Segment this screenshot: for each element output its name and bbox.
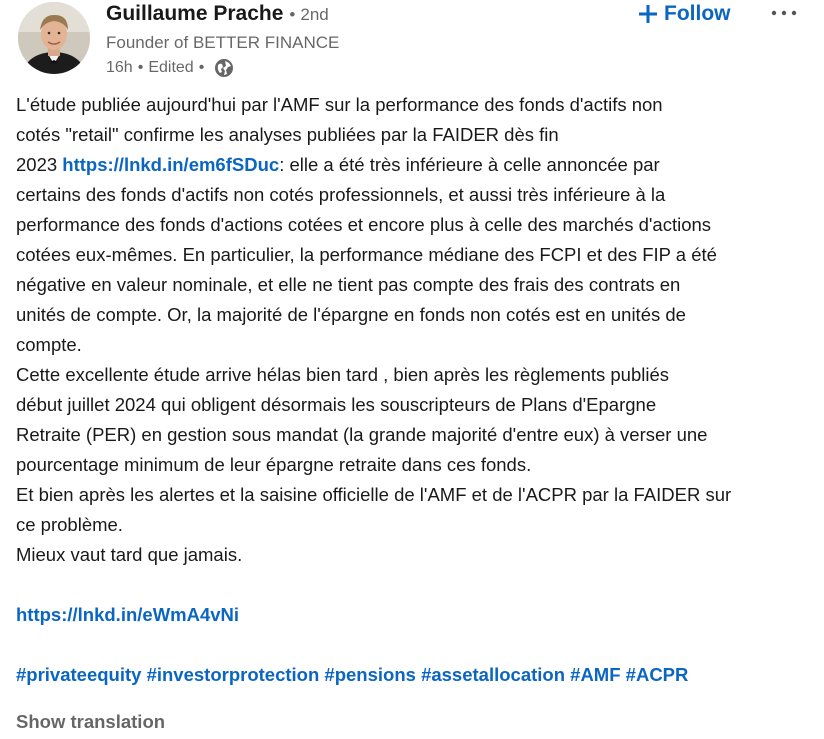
degree-separator: • <box>289 5 296 24</box>
author-name-row <box>106 2 339 30</box>
hashtag-link[interactable]: #AMF <box>570 664 621 685</box>
post-time: 16h <box>106 59 133 76</box>
author-name[interactable]: Guillaume Prache <box>106 2 284 25</box>
hashtag-link[interactable]: #assetallocation <box>421 664 566 685</box>
plus-icon <box>638 4 658 24</box>
author-info <box>106 2 339 80</box>
hashtag-link[interactable]: #pensions <box>324 664 416 685</box>
post-text-fragment: : elle a été très inférieure à celle annoncée par <box>279 154 660 175</box>
standalone-link[interactable]: https://lnkd.in/eWmA4vNi <box>16 604 240 625</box>
connection-degree: 2nd <box>300 5 329 24</box>
follow-label: Follow <box>664 2 731 25</box>
post-line: L'étude publiée aujourd'hui par l'AMF sur la performance des fonds d'actifs non <box>16 94 663 115</box>
hashtag-link[interactable]: #privateequity <box>16 664 142 685</box>
post-line <box>16 600 816 630</box>
post-line: unités de compte. Or, la majorité de l'épargne en fonds non cotés est en unités de <box>16 304 686 325</box>
hashtag-row <box>16 660 816 690</box>
edited-label: Edited <box>148 59 194 76</box>
post-line: début juillet 2024 qui obligent désormais les souscripteurs de Plans d'Epargne <box>16 394 657 415</box>
avatar[interactable] <box>18 2 90 74</box>
post-meta <box>106 56 339 80</box>
hashtag-link[interactable]: #investorprotection <box>146 664 320 685</box>
post-line: certains des fonds d'actifs non cotés professionnels, et aussi très inférieure à la <box>16 184 666 205</box>
meta-separator: • <box>137 59 144 76</box>
post-line: compte. <box>16 334 82 355</box>
show-translation-button[interactable]: Show translation <box>16 711 166 732</box>
author-headline: Founder of BETTER FINANCE <box>106 33 340 52</box>
post-line: Mieux vaut tard que jamais. <box>16 544 243 565</box>
ellipsis-icon <box>771 3 797 21</box>
post-line: performance des fonds d'actions cotées et encore plus à celle des marchés d'actions <box>16 214 712 235</box>
inline-link[interactable]: https://lnkd.in/em6fSDuc <box>62 154 280 175</box>
post-line: Retraite (PER) en gestion sous mandat (la grande majorité d'entre eux) à verser une <box>16 424 708 445</box>
post-body <box>16 90 816 690</box>
spacer <box>16 630 816 660</box>
post-line: cotées eux-mêmes. En particulier, la performance médiane des FCPI et des FIP a été <box>16 244 717 265</box>
hashtag-link[interactable]: #ACPR <box>625 664 689 685</box>
post-line: pourcentage minimum de leur épargne retraite dans ces fonds. <box>16 454 532 475</box>
avatar-photo <box>18 2 90 74</box>
post-line: Et bien après les alertes et la saisine officielle de l'AMF et de l'ACPR par la FAIDER sur <box>16 484 732 505</box>
post-line: ce problème. <box>16 514 123 535</box>
meta-separator: • <box>198 59 205 76</box>
globe-icon <box>214 58 234 78</box>
post-text-fragment: 2023 <box>16 154 63 175</box>
more-options-button[interactable] <box>768 2 800 22</box>
post-line: Cette excellente étude arrive hélas bien tard , bien après les règlements publiés <box>16 364 670 385</box>
post-line <box>16 150 816 180</box>
post-line: négative en valeur nominale, et elle ne tient pas compte des frais des contrats en <box>16 274 681 295</box>
follow-button[interactable] <box>638 0 731 28</box>
spacer <box>16 570 816 600</box>
post-line: cotés "retail" confirme les analyses publiées par la FAIDER dès fin <box>16 124 559 145</box>
